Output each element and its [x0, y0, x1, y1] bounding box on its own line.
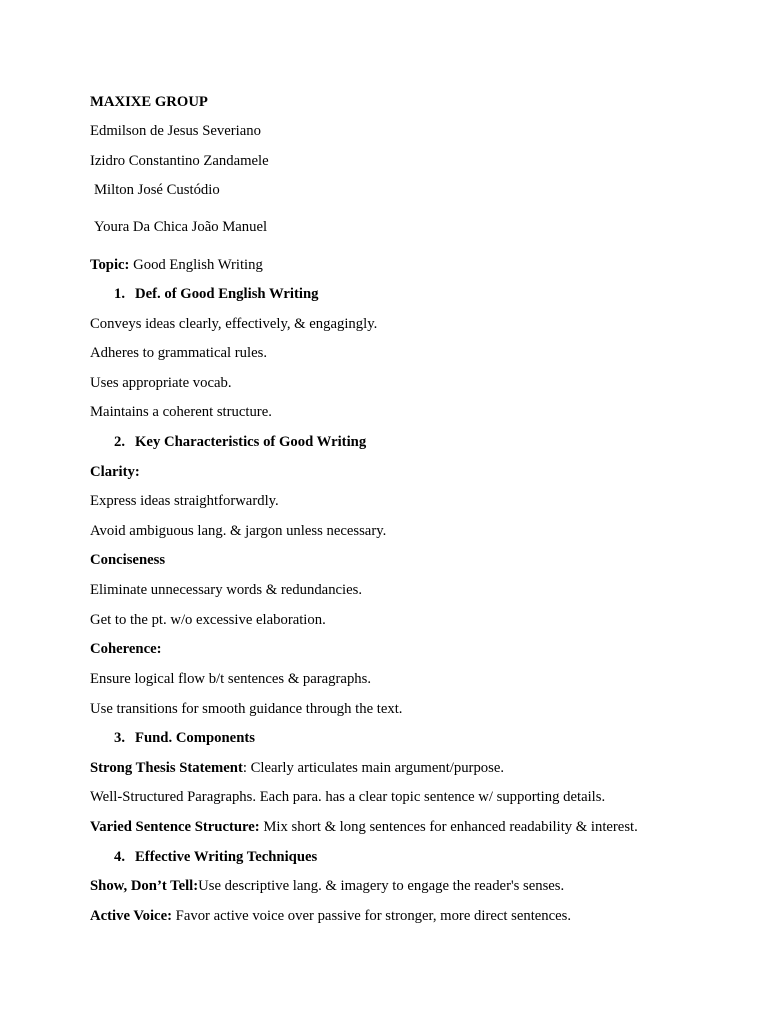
body-line: Ensure logical flow b/t sentences & paragraphs.: [90, 671, 372, 687]
topic-label: Topic:: [90, 257, 130, 273]
item-text: Well-Structured Paragraphs. Each para. has a clear topic sentence w/ supporting details.: [90, 789, 606, 805]
member-name: Youra Da Chica João Manuel: [94, 219, 268, 235]
component-item: [90, 788, 605, 806]
member-name: Milton José Custódio: [94, 182, 220, 198]
item-text: Use descriptive lang. & imagery to engage the reader's senses.: [198, 878, 565, 894]
section-title: Fund. Components: [135, 730, 255, 746]
item-term: Varied Sentence Structure:: [90, 819, 260, 835]
section-title: Key Characteristics of Good Writing: [135, 434, 367, 450]
section-title: Def. of Good English Writing: [135, 286, 319, 302]
item-term: Strong Thesis Statement: [90, 760, 243, 776]
section-heading: [114, 729, 255, 747]
body-line: Adheres to grammatical rules.: [90, 345, 268, 361]
body-line: Use transitions for smooth guidance through the text.: [90, 701, 403, 717]
component-item: [90, 759, 504, 777]
technique-item: [90, 877, 564, 895]
item-text: Favor active voice over passive for stronger, more direct sentences.: [171, 908, 572, 924]
component-item: [90, 818, 638, 836]
topic-value: Good English Writing: [129, 257, 263, 273]
section-title: Effective Writing Techniques: [135, 849, 318, 865]
section-number: 4.: [114, 849, 126, 865]
body-line: Eliminate unnecessary words & redundancies.: [90, 582, 363, 598]
body-line: Get to the pt. w/o excessive elaboration.: [90, 612, 326, 628]
group-name: MAXIXE GROUP: [90, 94, 208, 110]
body-line: Express ideas straightforwardly.: [90, 493, 279, 509]
document-page: [90, 0, 730, 1024]
body-line: Uses appropriate vocab.: [90, 375, 232, 391]
section-number: 3.: [114, 730, 126, 746]
member-name: Edmilson de Jesus Severiano: [90, 123, 261, 139]
body-line: Avoid ambiguous lang. & jargon unless necessary.: [90, 523, 387, 539]
subsection-heading: Clarity:: [90, 464, 140, 480]
section-heading: [114, 433, 366, 451]
subsection-heading: Conciseness: [90, 552, 166, 568]
item-term: Active Voice:: [90, 908, 172, 924]
member-name: Izidro Constantino Zandamele: [90, 153, 269, 169]
section-number: 2.: [114, 434, 126, 450]
item-term: Show, Don’t Tell:: [90, 878, 199, 894]
item-text: : Clearly articulates main argument/purpose.: [242, 760, 505, 776]
technique-item: [90, 907, 571, 925]
body-line: Maintains a coherent structure.: [90, 404, 272, 420]
item-text: Mix short & long sentences for enhanced readability & interest.: [259, 819, 638, 835]
subsection-heading: Coherence:: [90, 641, 162, 657]
section-number: 1.: [114, 286, 126, 302]
body-line: Conveys ideas clearly, effectively, & engagingly.: [90, 316, 378, 332]
section-heading: [114, 848, 317, 866]
section-heading: [114, 285, 319, 303]
topic-line: [90, 256, 263, 274]
